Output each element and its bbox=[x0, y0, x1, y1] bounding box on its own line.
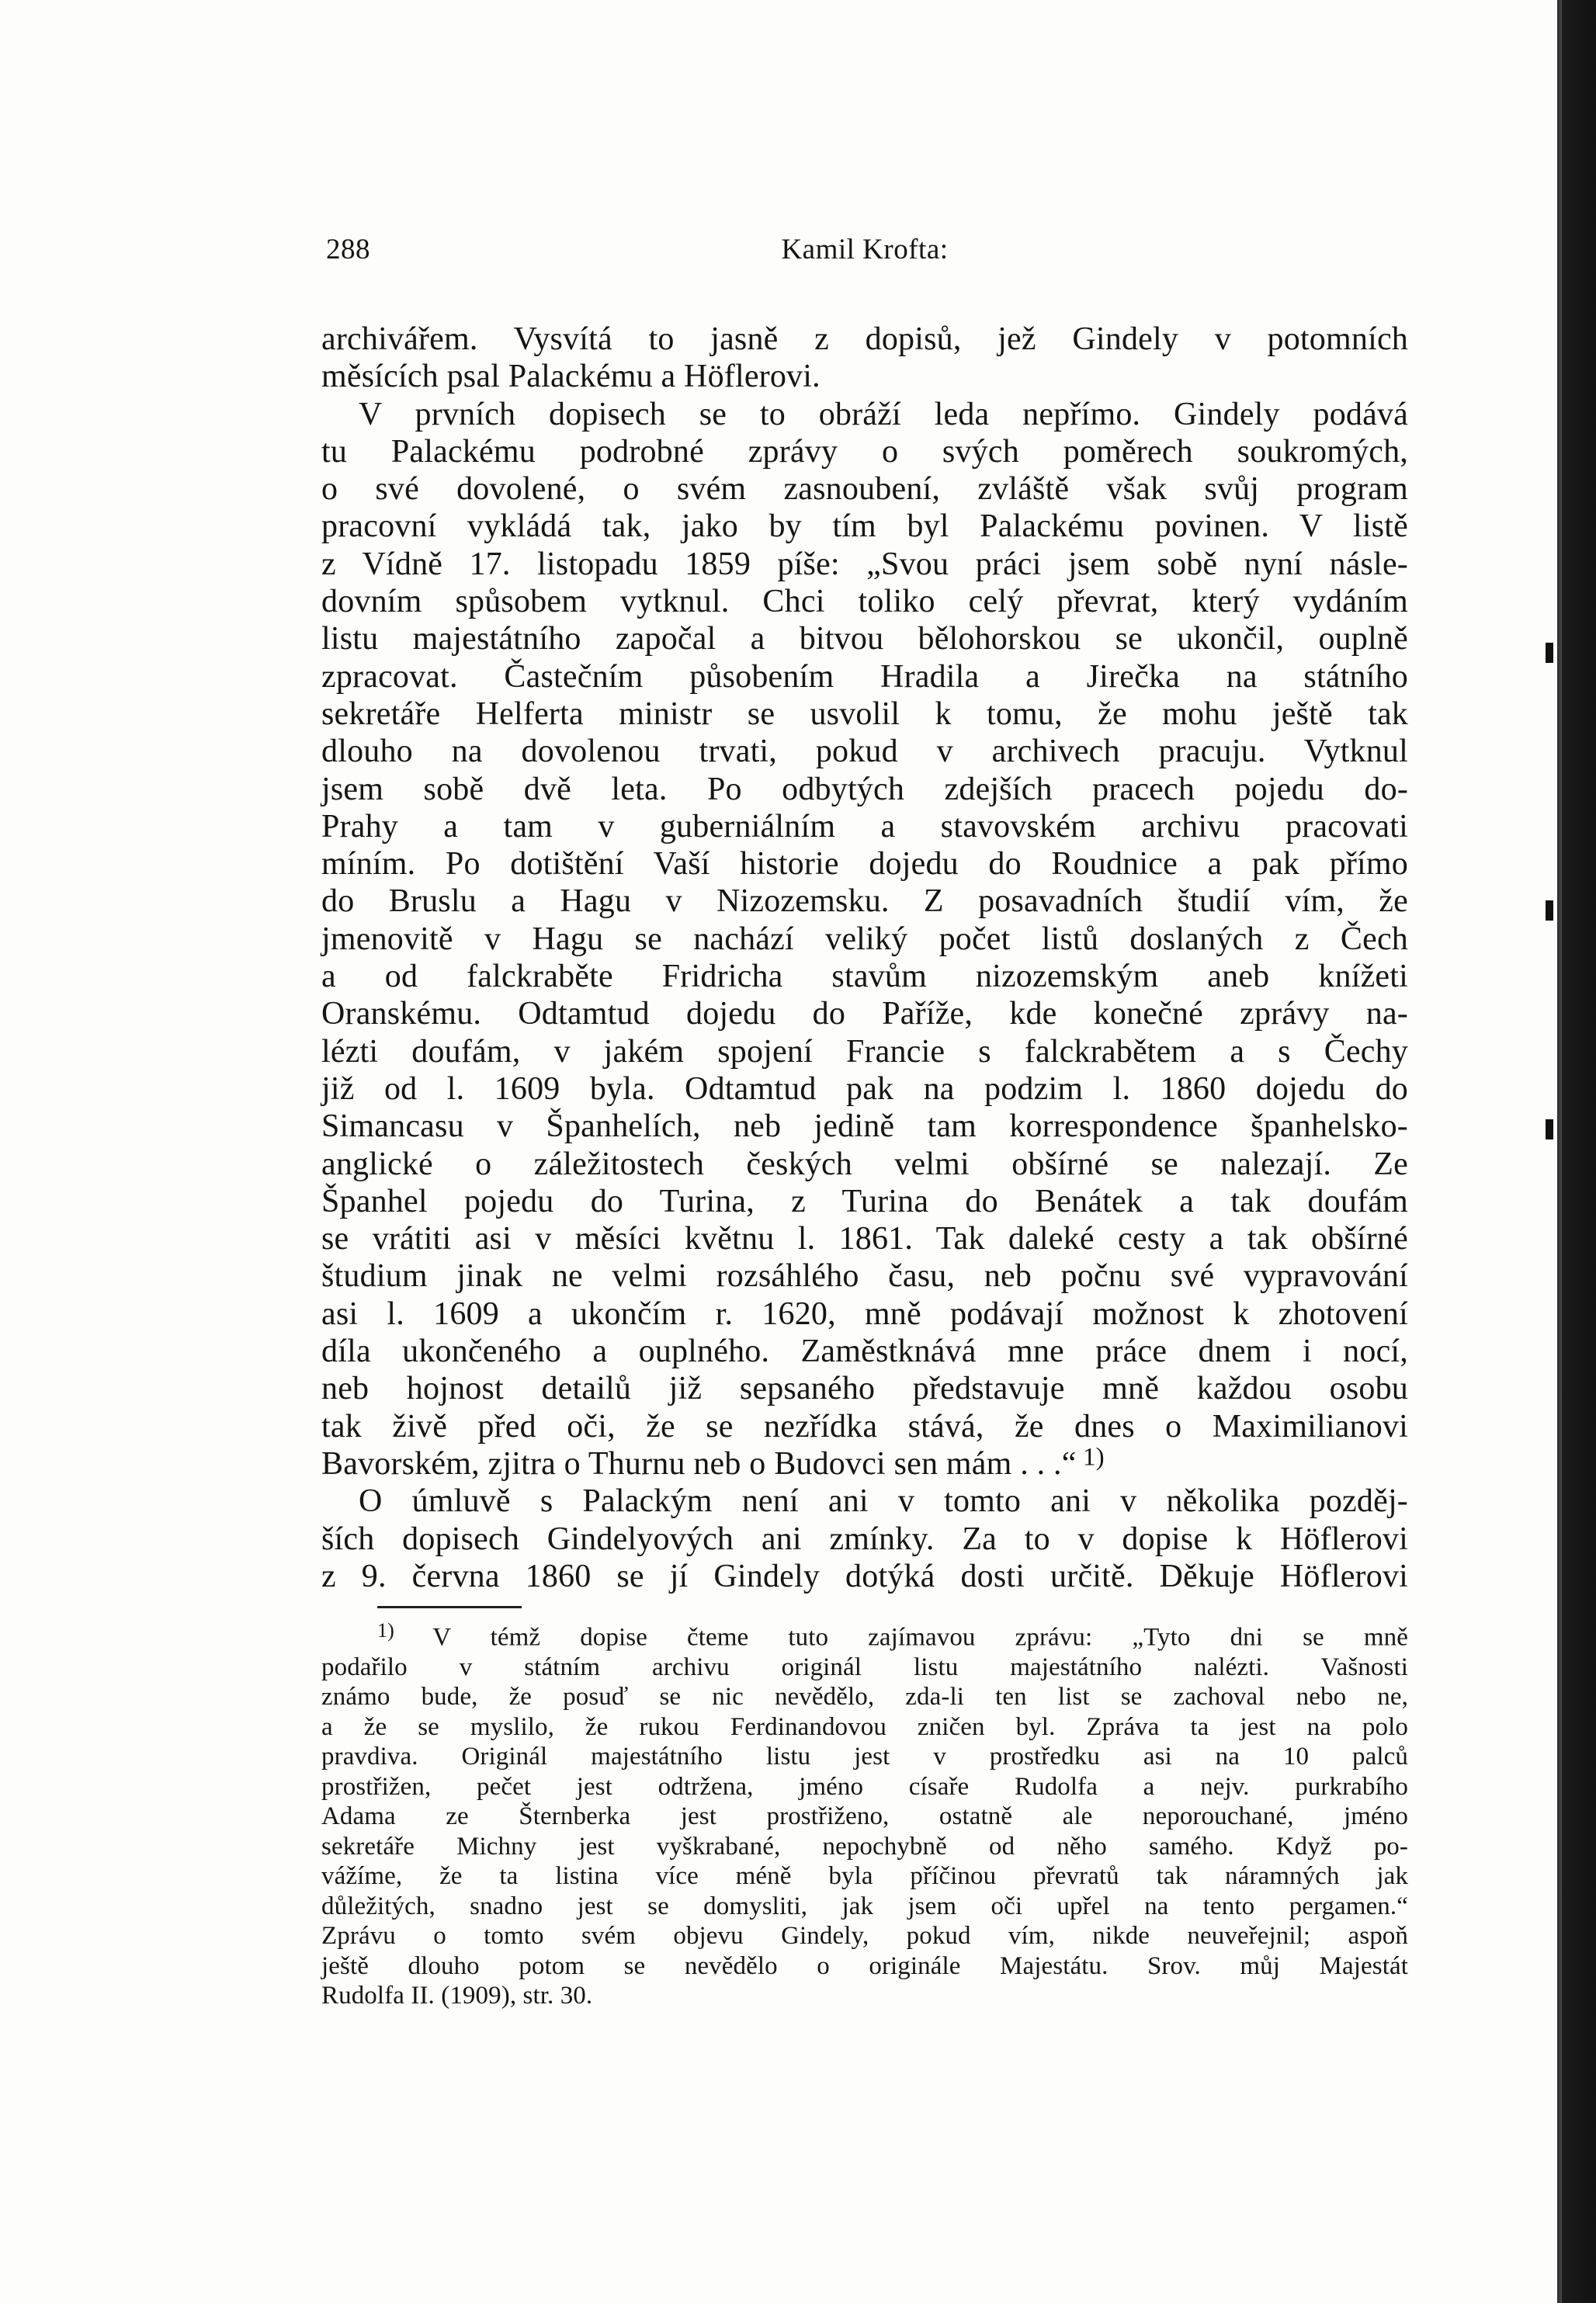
text-line: tu Palackému podrobné zprávy o svých poměrech soukromých, bbox=[321, 433, 1408, 470]
page-header bbox=[321, 233, 1408, 279]
text-line: míním. Po dotištění Vaší historie dojedu do Roudnice a pak přímo bbox=[321, 846, 1408, 883]
footnote-line: Rudolfa II. (1909), str. 30. bbox=[321, 1982, 593, 2010]
text-line: archivářem. Vysvítá to jasně z dopisů, jež Gindely v potomních bbox=[321, 321, 1408, 357]
footnote-line: ještě dlouho potom se nevědělo o originále Majestátu. Srov. můj Majestát bbox=[321, 1951, 1408, 1980]
footnote-line: podařilo v státním archivu originál listu majestátního nalézti. Vašnosti bbox=[321, 1653, 1408, 1681]
text-line: anglické o záležitostech českých velmi obšírné se nalezají. Ze bbox=[321, 1146, 1408, 1182]
text-line: O úmluvě s Palackým není ani v tomto ani v několika pozděj- bbox=[359, 1483, 1408, 1520]
running-head: Kamil Krofta: bbox=[781, 234, 949, 265]
text-line: již od l. 1609 byla. Odtamtud pak na podzim l. 1860 dojedu do bbox=[321, 1070, 1408, 1107]
page-number: 288 bbox=[326, 234, 370, 265]
footnote bbox=[321, 1616, 1408, 2011]
text-line: Oranskému. Odtamtud dojedu do Paříže, kde konečné zprávy na- bbox=[321, 996, 1408, 1032]
text-line: tak živě před oči, že se nezřídka stává, že dnes o Maximilianovi bbox=[321, 1408, 1408, 1445]
text-line: se vrátiti asi v měsíci květnu l. 1861. Tak daleké cesty a tak obšírné bbox=[321, 1221, 1408, 1257]
text-line: Prahy a tam v guberniálním a stavovském archivu pracovati bbox=[321, 808, 1408, 845]
text-line: študium jinak ne velmi rozsáhlého času, neb počnu své vypravování bbox=[321, 1258, 1408, 1295]
text-line: lézti doufám, v jakém spojení Francie s falckrabětem a s Čechy bbox=[321, 1033, 1408, 1070]
text-line: díla ukončeného a ouplného. Zaměstknává mne práce dnem i nocí, bbox=[321, 1334, 1408, 1370]
footnote-line: pravdiva. Originál majestátního listu jest v prostředku asi na 10 palců bbox=[321, 1743, 1408, 1771]
text-line: měsících psal Palackému a Höflerovi. bbox=[321, 359, 821, 395]
footnote-line: prostřižen, pečet jest odtržena, jméno císaře Rudolfa a nejv. purkrabího bbox=[321, 1772, 1408, 1801]
footnote-line: sekretáře Michny jest vyškrabané, nepochybně od něho samého. Když po- bbox=[321, 1832, 1408, 1861]
footnote-line: $^{1)}$ V témž dopise čteme tuto zajímavou zprávu: „Tyto dni se mně bbox=[377, 1619, 1408, 1652]
book-page bbox=[321, 233, 1408, 2011]
footnote-line: Zprávu o tomto svém objevu Gindely, pokud vím, nikde neuveřejnil; aspoň bbox=[321, 1922, 1408, 1951]
text-line: asi l. 1609 a ukončím r. 1620, mně podávají možnost k zhotovení bbox=[321, 1295, 1408, 1332]
text-line: dovním spůsobem vytknul. Chci toliko celý převrat, který vydáním bbox=[321, 584, 1408, 620]
text-line: o své dovolené, o svém zasnoubení, zvláště však svůj program bbox=[321, 471, 1408, 508]
footnote-line: důležitých, snadno jest se domysliti, jak jsem oči upřel na tento pergamen.“ bbox=[321, 1892, 1408, 1920]
footnote-marker: 1) bbox=[377, 1619, 433, 1642]
scan-mark bbox=[1546, 900, 1553, 921]
paragraph-container bbox=[321, 321, 1408, 1595]
footnote-rule bbox=[377, 1606, 522, 1608]
text-line: listu majestátního započal a bitvou bělohorskou se ukončil, ouplně bbox=[321, 621, 1408, 657]
text-line: do Bruslu a Hagu v Nizozemsku. Z posavadních študií vím, že bbox=[321, 883, 1408, 920]
footnote-line: Adama ze Šternberka jest prostřiženo, ostatně ale neporouchané, jméno bbox=[321, 1802, 1408, 1831]
footnote-reference: 1) bbox=[1076, 1443, 1105, 1472]
scan-mark bbox=[1546, 1119, 1553, 1139]
text-line: neb hojnost detailů již sepsaného představuje mně každou osobu bbox=[321, 1371, 1408, 1407]
text-line: dlouho na dovolenou trvati, pokud v archivech pracuju. Vytknul bbox=[321, 734, 1408, 770]
scan-border bbox=[1562, 0, 1596, 2303]
text-line: sekretáře Helferta ministr se usvolil k tomu, že mohu ještě tak bbox=[321, 695, 1408, 732]
text-line: a od falckraběte Fridricha stavům nizozemským aneb knížeti bbox=[321, 959, 1408, 995]
text-line: jmenovitě v Hagu se nachází veliký počet listů doslaných z Čech bbox=[321, 921, 1408, 957]
text-line: V prvních dopisech se to obráží leda nepřímo. Gindely podává bbox=[359, 396, 1408, 432]
scan-mark bbox=[1546, 643, 1553, 663]
text-line: pracovní vykládá tak, jako by tím byl Palackému povinen. V listě bbox=[321, 508, 1408, 545]
footnote-line: vážíme, že ta listina více méně byla příčinou převratů tak náramných jak bbox=[321, 1862, 1408, 1891]
footnote-line: známo bude, že posuď se nic nevědělo, zda-li ten list se zachoval nebo ne, bbox=[321, 1683, 1408, 1712]
text-line: z Vídně 17. listopadu 1859 píše: „Svou práci jsem sobě nyní násle- bbox=[321, 546, 1408, 582]
main-text bbox=[321, 321, 1408, 1595]
text-line: zpracovat. Častečním působením Hradila a Jirečka na státního bbox=[321, 658, 1408, 695]
text-line: ších dopisech Gindelyových ani zmínky. Za to v dopise k Höflerovi bbox=[321, 1521, 1408, 1557]
text-line: z 9. června 1860 se jí Gindely dotýká dosti určitě. Děkuje Höflerovi bbox=[321, 1558, 1408, 1594]
text-line: Bavorském, zjitra o Thurnu neb o Budovci sen mám . . .“ $^{1)}$ bbox=[321, 1443, 1105, 1482]
text-line: Simancasu v Španhelích, neb jedině tam korrespondence španhelsko- bbox=[321, 1108, 1408, 1145]
text-line: jsem sobě dvě leta. Po odbytých zdejších pracech pojedu do- bbox=[321, 771, 1408, 807]
footnote-line: a že se myslilo, že rukou Ferdinandovou zničen byl. Zpráva ta jest na polo bbox=[321, 1712, 1408, 1741]
text-line: Španhel pojedu do Turina, z Turina do Benátek a tak doufám bbox=[321, 1183, 1408, 1219]
